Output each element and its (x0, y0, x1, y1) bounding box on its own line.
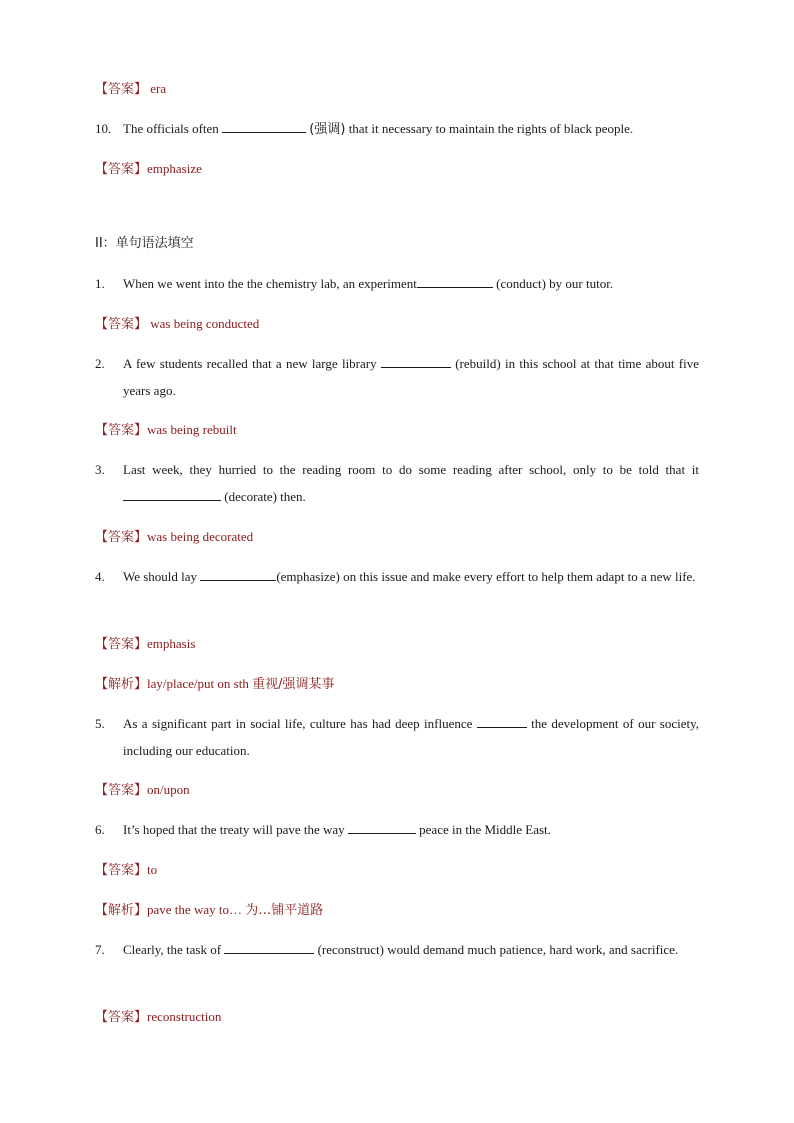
answer-10 (95, 155, 699, 183)
answer-3: 【答案】was being decorated (95, 529, 254, 545)
question-text: The officials often (强调) that it necessary to maintain the rights of black people. (123, 115, 699, 143)
answer-2: 【答案】was being rebuilt (95, 422, 237, 438)
answer-4: 【答案】emphasis (95, 636, 196, 652)
answer-text: era (150, 81, 167, 96)
question-10 (95, 115, 699, 143)
answer-tag: 【答案】 (95, 82, 148, 97)
question-4: 4. We should lay (emphasize) on this issue and make every effort to help them adapt to a new life. (95, 563, 699, 590)
answer-7: 【答案】reconstruction (95, 1009, 222, 1025)
question-5: 5. As a significant part in social life, culture has had deep influence the development of our society, including our education. (95, 710, 699, 764)
answer-blank[interactable] (222, 118, 306, 133)
answer-blank[interactable] (123, 486, 221, 501)
answer-blank[interactable] (381, 353, 451, 368)
analysis-6: 【解析】pave the way to… 为…铺平道路 (95, 902, 324, 918)
answer-text: emphasize (147, 161, 202, 176)
answer-blank[interactable] (477, 713, 527, 728)
question-3: 3. Last week, they hurried to the reading room to do some reading after school, only to be told that it (decorate) then. (95, 462, 699, 504)
question-number: 10. (95, 121, 112, 136)
answer-9 (95, 75, 699, 103)
answer-tag: 【答案】 (95, 162, 148, 177)
answer-1: 【答案】 was being conducted (95, 316, 260, 332)
section-heading: II：单句语法填空 (95, 236, 194, 251)
answer-blank[interactable] (224, 939, 314, 954)
question-2: 2. A few students recalled that a new large library (rebuild) in this school at that time about five years ago. (95, 350, 699, 404)
answer-blank[interactable] (417, 273, 493, 288)
question-1: 1. When we went into the the chemistry lab, an experiment (conduct) by our tutor. (95, 270, 699, 297)
question-6: 6. It’s hoped that the treaty will pave the way peace in the Middle East. (95, 816, 699, 843)
answer-blank[interactable] (200, 566, 276, 581)
answer-blank[interactable] (348, 819, 416, 834)
answer-5: 【答案】on/upon (95, 782, 190, 798)
question-7: 7. Clearly, the task of (reconstruct) would demand much patience, hard work, and sacrifice. (95, 936, 699, 963)
analysis-4: 【解析】lay/place/put on sth 重视/强调某事 (95, 676, 335, 692)
answer-6: 【答案】to (95, 862, 158, 878)
